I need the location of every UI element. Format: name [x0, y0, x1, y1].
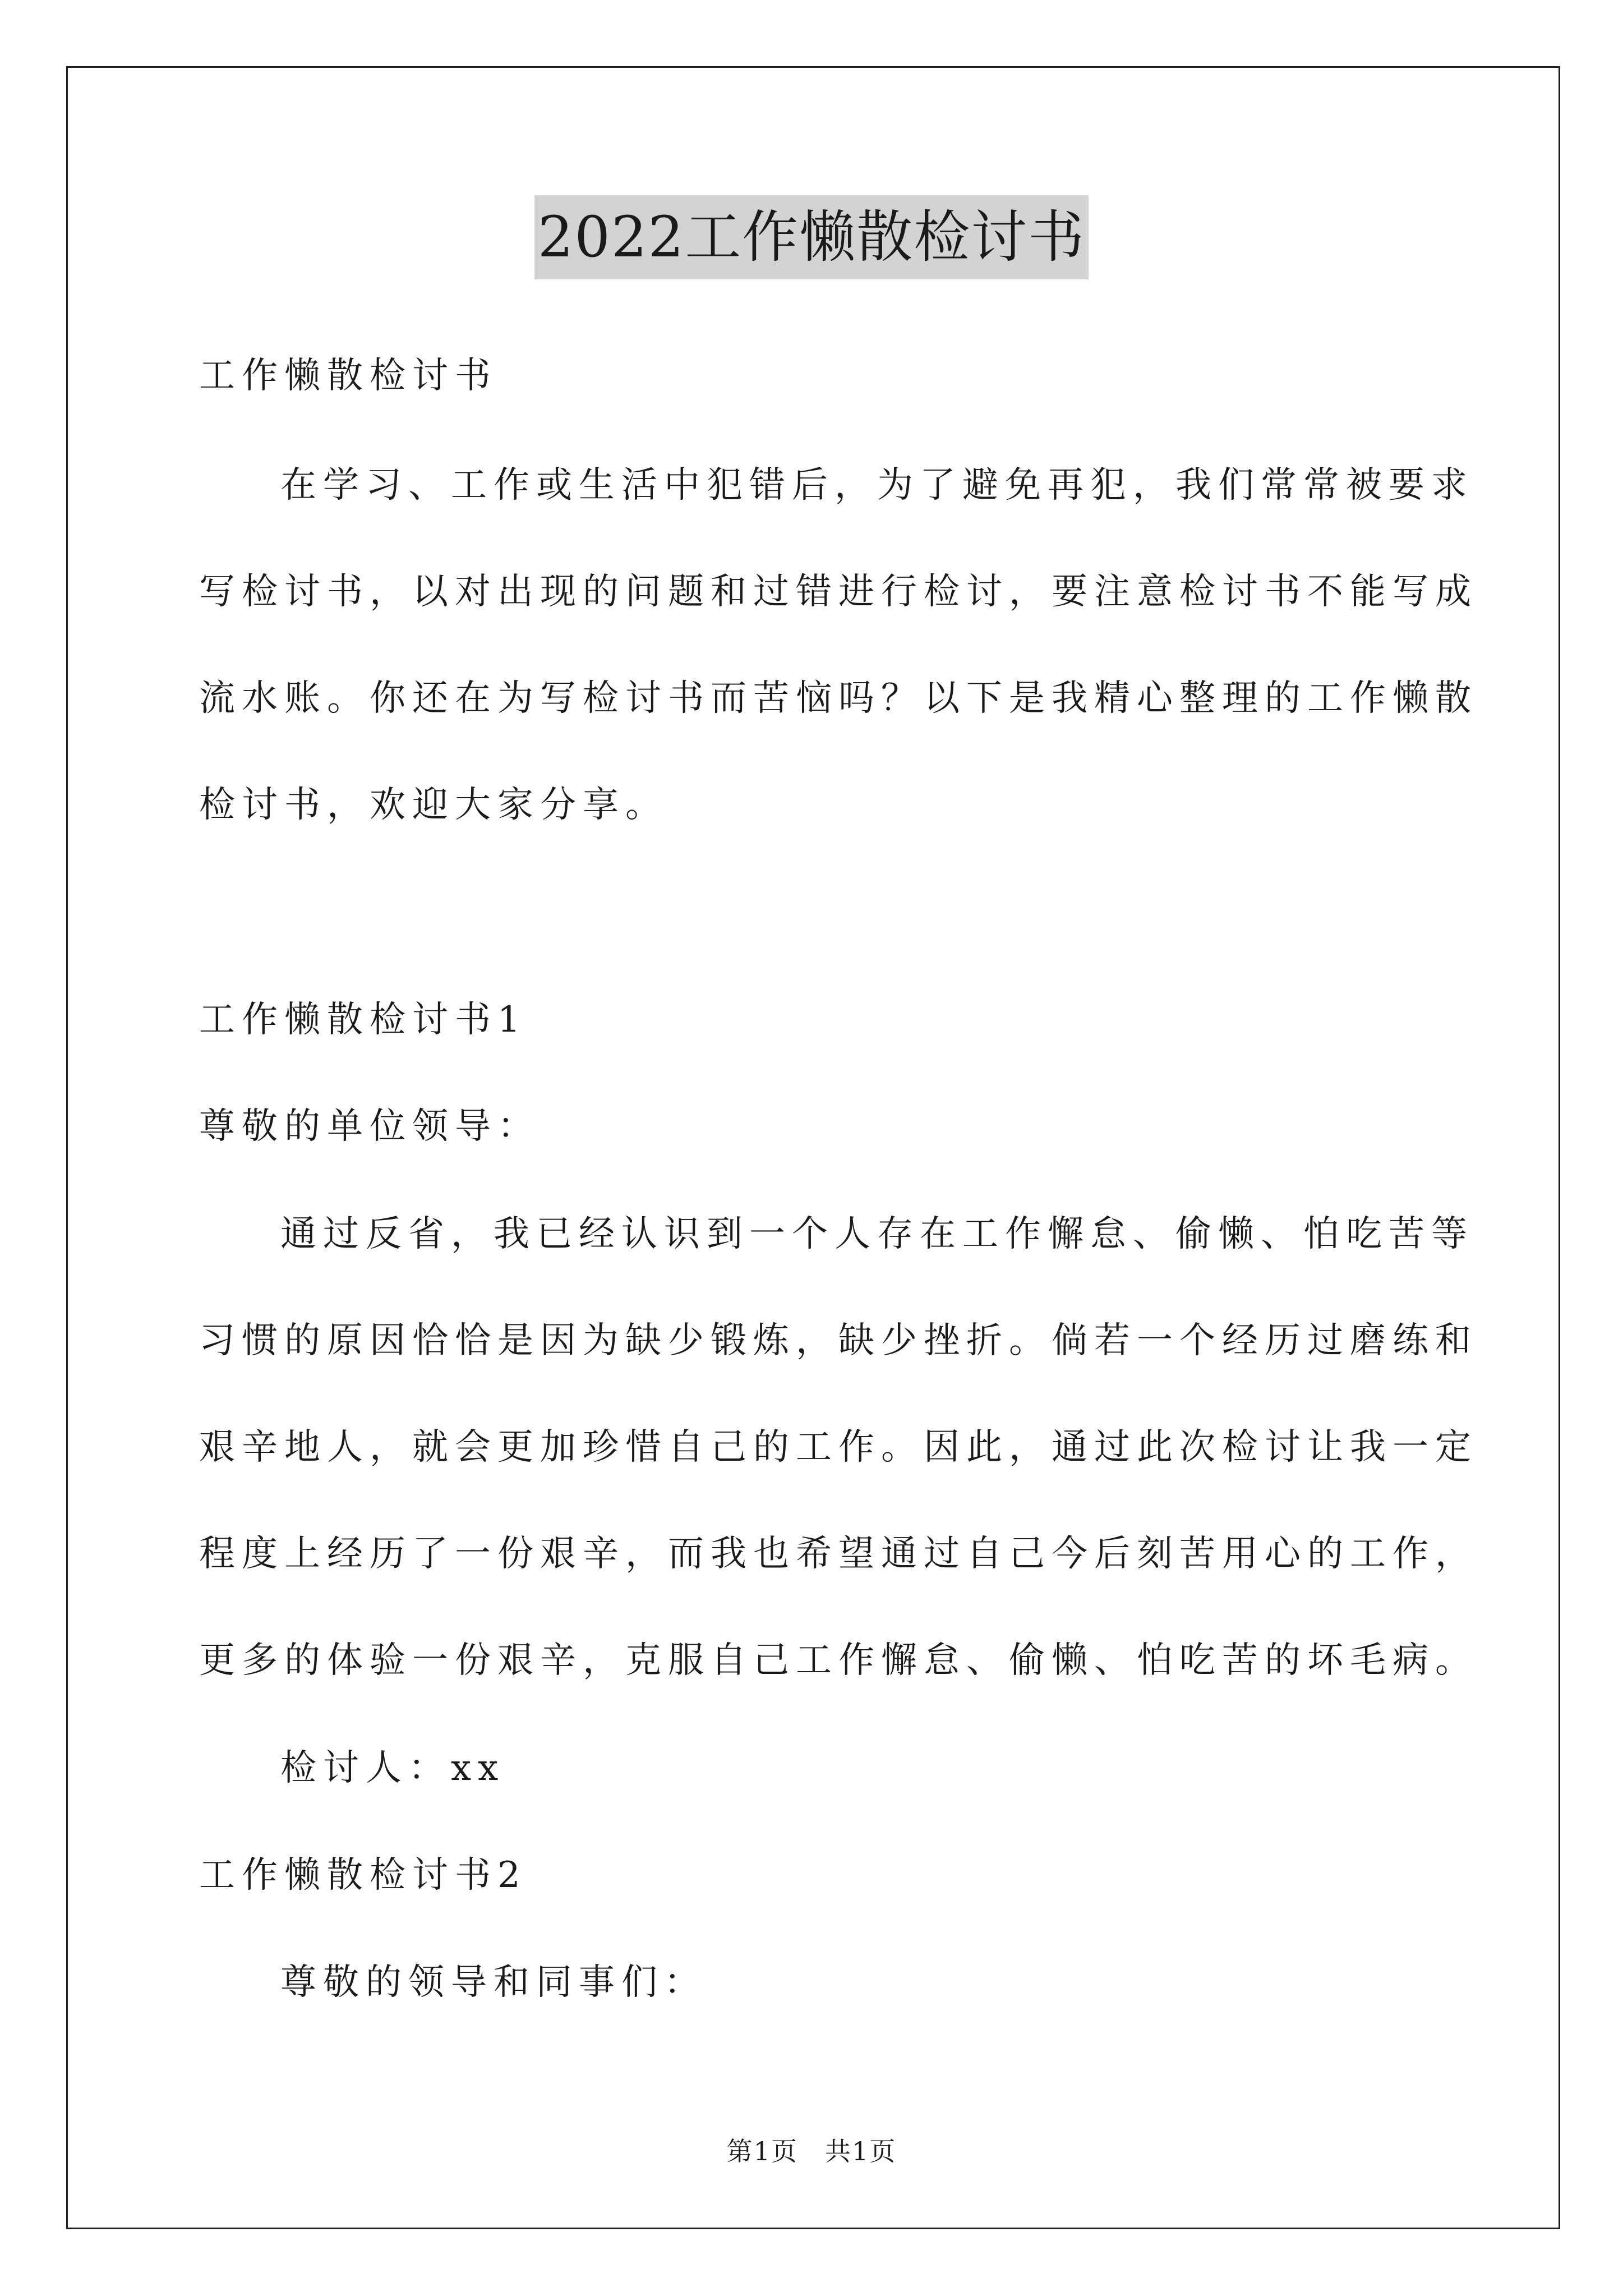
body-paragraph-line: 艰辛地人，就会更加珍惜自己的工作。因此，通过此次检讨让我一定 [199, 1427, 1478, 1468]
body-paragraph-line: 习惯的原因恰恰是因为缺少锻炼，缺少挫折。倘若一个经历过磨练和 [199, 1320, 1478, 1361]
body-paragraph-line: 更多的体验一份艰辛，克服自己工作懈怠、偷懒、怕吃苦的坏毛病。 [199, 1640, 1478, 1681]
body-paragraph-line: 通过反省，我已经认识到一个人存在工作懈怠、偷懒、怕吃苦等 [280, 1213, 1474, 1255]
signature-line: 检讨人：xx [280, 1747, 505, 1789]
intro-paragraph-line: 检讨书，欢迎大家分享。 [199, 784, 668, 826]
section-heading-2: 工作懒散检讨书2 [199, 1855, 527, 1896]
page-footer: 第1页 共1页 [726, 2136, 897, 2166]
salutation-2: 尊敬的领导和同事们： [280, 1962, 707, 2003]
intro-paragraph-line: 在学习、工作或生活中犯错后，为了避免再犯，我们常常被要求 [280, 464, 1474, 506]
intro-paragraph-line: 写检讨书，以对出现的问题和过错进行检讨，要注意检讨书不能写成 [199, 571, 1478, 613]
document-title [0, 195, 1623, 279]
intro-paragraph-line: 流水账。你还在为写检讨书而苦恼吗？以下是我精心整理的工作懒散 [199, 678, 1478, 719]
section-heading-1: 工作懒散检讨书1 [199, 999, 527, 1041]
body-paragraph-line: 程度上经历了一份艰辛，而我也希望通过自己今后刻苦用心的工作， [199, 1533, 1478, 1575]
intro-heading: 工作懒散检讨书 [199, 355, 497, 397]
salutation-1: 尊敬的单位领导： [199, 1106, 540, 1147]
document-title-text: 2022工作懒散检讨书 [534, 195, 1089, 279]
